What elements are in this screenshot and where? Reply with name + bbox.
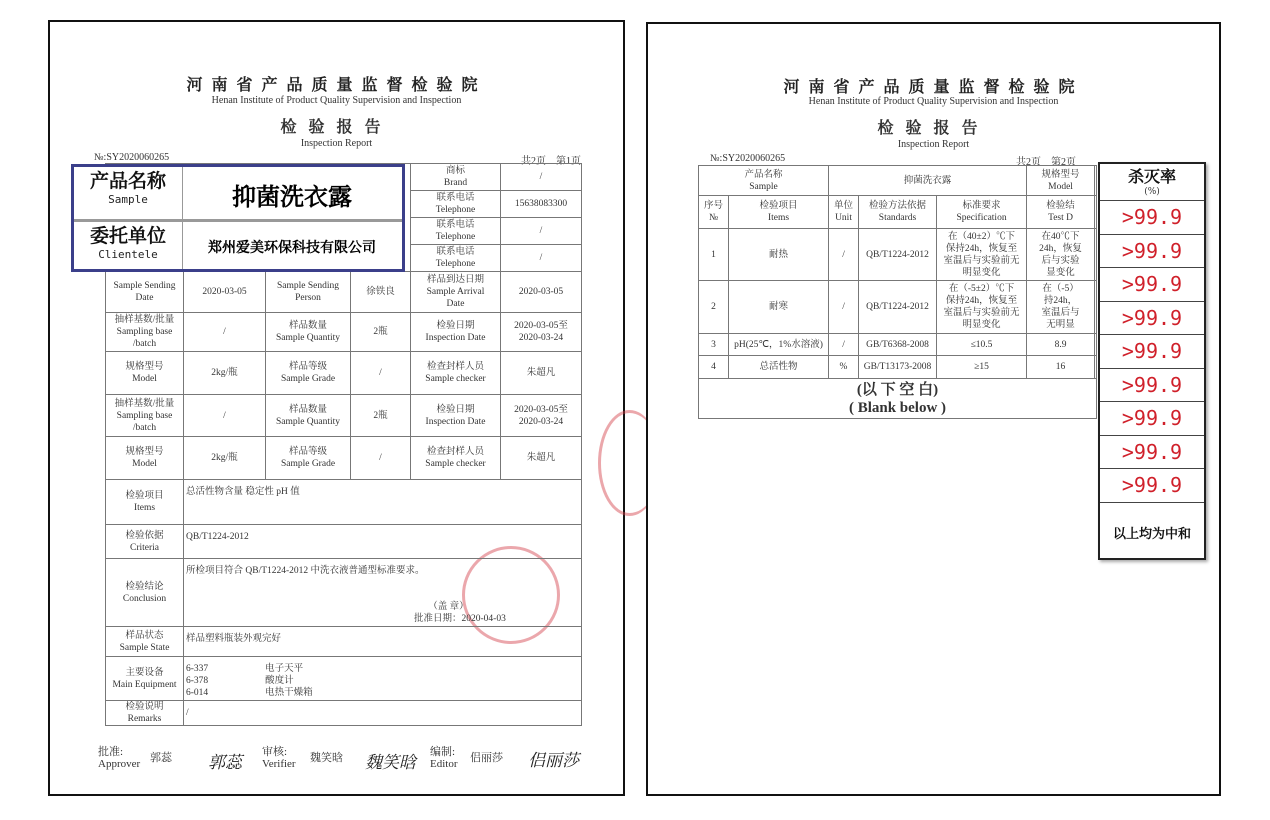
table-cell: / [184, 395, 266, 437]
table-row [106, 525, 582, 559]
kill-rate-value: >99.9 [1100, 469, 1204, 503]
report-title: 检验报告 [280, 117, 393, 136]
table-cell: 总活性物 [729, 356, 829, 379]
report-title-en: Inspection Report [300, 138, 373, 149]
table-cell: 检查封样人员 Sample checker [411, 352, 501, 395]
table-cell: 样品等级 Sample Grade [266, 437, 351, 480]
table-cell: 主要设备 Main Equipment [106, 657, 184, 701]
table-cell: 2020-03-05 [501, 272, 582, 313]
table-row [699, 281, 1097, 334]
client-label-en: Clientele [98, 248, 158, 261]
table-cell: 检验说明 Remarks [106, 701, 184, 726]
sample-label-en: Sample [108, 193, 148, 206]
table-cell: 检验项目 Items [729, 196, 829, 229]
table-cell: 规格型号 Model [106, 437, 184, 480]
table-cell: 2020-03-05 [184, 272, 266, 313]
table-cell: 产品名称 Sample [699, 166, 829, 196]
table-cell [1095, 166, 1097, 196]
table-cell: 样品等级 Sample Grade [266, 352, 351, 395]
table-cell: 15638083300 [501, 191, 582, 218]
table-cell: (以 下 空 白) ( Blank below ) [699, 379, 1097, 419]
table-cell: 徐铁良 [351, 272, 411, 313]
table-row [699, 166, 1097, 196]
report-number: №:SY2020060265 [94, 152, 170, 163]
table-cell: 2瓶 [351, 313, 411, 352]
table-cell: 检验依据 Criteria [106, 525, 184, 559]
table-cell: 联系电话 Telephone [411, 191, 501, 218]
sample-info-overlay [71, 164, 405, 272]
table-cell: 6-337 电子天平 6-378 酸度计 6-014 电热干燥箱 [184, 657, 582, 701]
kill-rate-overlay [1098, 162, 1206, 560]
kill-rate-unit: (%) [1144, 187, 1160, 197]
table-cell: 所检项目符合 QB/T1224-2012 中洗衣液普通型标准要求。 （盖 章） 批准日期：2020-04-03 [184, 559, 582, 627]
verifier-signature: 魏笑晗 [365, 753, 416, 773]
table-cell: / [351, 352, 411, 395]
table-row [106, 395, 582, 437]
table-cell [1095, 334, 1097, 356]
table-cell: 朱超凡 [501, 352, 582, 395]
table-cell: / [501, 245, 582, 272]
kill-rate-value: >99.9 [1100, 268, 1204, 302]
table-cell: 检查封样人员 Sample checker [411, 437, 501, 480]
table-cell: 2瓶 [351, 395, 411, 437]
report-title-en: Inspection Report [897, 139, 970, 150]
table-row [699, 379, 1097, 419]
table-row [106, 272, 582, 313]
table-row [106, 313, 582, 352]
table-cell: 检验日期 Inspection Date [411, 395, 501, 437]
table-cell: 8.9 [1027, 334, 1095, 356]
table-cell: 在（-5） 持24h， 室温后与 无明显 [1027, 281, 1095, 334]
table-cell: 1 [699, 229, 729, 281]
table-row [106, 657, 582, 701]
table-cell: QB/T1224-2012 [184, 525, 582, 559]
kill-rate-value: >99.9 [1100, 436, 1204, 470]
table-cell: 2kg/瓶 [184, 437, 266, 480]
kill-rate-value: >99.9 [1100, 369, 1204, 403]
table-cell: 在（40±2）℃下 保持24h，恢复至 室温后与实验前无 明显变化 [937, 229, 1027, 281]
table-cell: 4 [699, 356, 729, 379]
table-cell [1095, 281, 1097, 334]
sample-value: 抑菌洗衣露 [232, 183, 352, 211]
report-number: №:SY2020060265 [710, 153, 786, 164]
institute-name: 河南省产品质量监督检验院 [783, 77, 1084, 96]
report-title: 检验报告 [877, 118, 990, 137]
page-info: 共2页 第1页 [521, 156, 581, 167]
approver-name: 郭蕊 [150, 752, 172, 764]
table-cell: % [829, 356, 859, 379]
table-cell: ≤10.5 [937, 334, 1027, 356]
table-cell: / [829, 334, 859, 356]
kill-rate-value: >99.9 [1100, 335, 1204, 369]
table-cell: 标准要求 Specification [937, 196, 1027, 229]
table-cell: QB/T1224-2012 [859, 281, 937, 334]
verifier-name: 魏笑晗 [310, 752, 343, 764]
table-row [106, 627, 582, 657]
kill-rate-value: >99.9 [1100, 235, 1204, 269]
table-row [106, 352, 582, 395]
table-row [699, 356, 1097, 379]
table-cell: 序号 № [699, 196, 729, 229]
table-cell: 规格型号 Model [1027, 166, 1095, 196]
table-cell: 在（-5±2）℃下 保持24h，恢复至 室温后与实验前无 明显变化 [937, 281, 1027, 334]
table-row [699, 229, 1097, 281]
client-label: 委托单位 [89, 225, 166, 247]
table-cell: / [184, 313, 266, 352]
table-row [106, 437, 582, 480]
table-cell: / [829, 281, 859, 334]
table-cell: Sample Sending Date [106, 272, 184, 313]
table-row [106, 480, 582, 525]
kill-rate-footer: 以上均为中和 [1112, 526, 1191, 542]
table-cell: 检验方法依据 Standards [859, 196, 937, 229]
table-cell: 检验项目 Items [106, 480, 184, 525]
editor-label: 编制: Editor [430, 746, 458, 770]
institute-name-en: Henan Institute of Product Quality Supervision and Inspection [211, 95, 462, 106]
table-cell: 总活性物含量 稳定性 pH 值 [184, 480, 582, 525]
table-cell: 联系电话 Telephone [411, 245, 501, 272]
table-cell: 样品数量 Sample Quantity [266, 395, 351, 437]
table-cell: / [351, 437, 411, 480]
table-cell: 商标 Brand [411, 164, 501, 191]
table-cell: 规格型号 Model [106, 352, 184, 395]
approver-label: 批准: Approver [98, 746, 141, 770]
table-cell: 3 [699, 334, 729, 356]
table-cell: 样品数量 Sample Quantity [266, 313, 351, 352]
table-cell: / [829, 229, 859, 281]
table-row [699, 196, 1097, 229]
table-cell: / [501, 164, 582, 191]
editor-name: 侣丽莎 [470, 752, 503, 764]
table-cell: 16 [1027, 356, 1095, 379]
table-cell: 样品状态 Sample State [106, 627, 184, 657]
kill-rate-title: 杀灭率 [1127, 167, 1176, 186]
table-cell: pH(25℃，1%水溶液) [729, 334, 829, 356]
table-cell: 联系电话 Telephone [411, 218, 501, 245]
table-cell: 检验日期 Inspection Date [411, 313, 501, 352]
table-cell: 耐热 [729, 229, 829, 281]
table-cell [1095, 229, 1097, 281]
editor-signature: 侣丽莎 [528, 751, 579, 771]
table-cell: 检验结论 Conclusion [106, 559, 184, 627]
table-cell: 单位 Unit [829, 196, 859, 229]
table-cell: 样品塑料瓶装外观完好 [184, 627, 582, 657]
client-value: 郑州爱美环保科技有限公司 [208, 240, 376, 256]
approver-signature: 郭蕊 [208, 753, 242, 773]
verifier-label: 审核: Verifier [262, 746, 296, 770]
client-row [74, 222, 402, 269]
table-cell: / [501, 218, 582, 245]
kill-rate-value: >99.9 [1100, 201, 1204, 235]
institute-name-en: Henan Institute of Product Quality Supervision and Inspection [808, 96, 1059, 107]
table-cell: 朱超凡 [501, 437, 582, 480]
table-cell: GB/T13173-2008 [859, 356, 937, 379]
table-cell: 抽样基数/批量 Sampling base /batch [106, 395, 184, 437]
kill-rate-value: >99.9 [1100, 302, 1204, 336]
table-cell: 耐寒 [729, 281, 829, 334]
table-cell: 2020-03-05至 2020-03-24 [501, 313, 582, 352]
table-cell: 抑菌洗衣露 [829, 166, 1027, 196]
table-cell: 2020-03-05至 2020-03-24 [501, 395, 582, 437]
table-cell: GB/T6368-2008 [859, 334, 937, 356]
page-info: 共2页 第2页 [1016, 157, 1076, 168]
table-cell: 2kg/瓶 [184, 352, 266, 395]
table-cell: Sample Sending Person [266, 272, 351, 313]
table-row [106, 559, 582, 627]
table-cell: ≥15 [937, 356, 1027, 379]
table-cell: QB/T1224-2012 [859, 229, 937, 281]
institute-name: 河南省产品质量监督检验院 [186, 75, 487, 94]
table-cell: 抽样基数/批量 Sampling base /batch [106, 313, 184, 352]
table-row [699, 334, 1097, 356]
table-cell: / [184, 701, 582, 726]
table-cell: 样品到达日期 Sample Arrival Date [411, 272, 501, 313]
sample-label: 产品名称 [89, 170, 166, 192]
kill-rate-value: >99.9 [1100, 402, 1204, 436]
table-cell: 在40℃下 24h，恢复 后与实验 显变化 [1027, 229, 1095, 281]
table-cell: 检验结 Test D [1027, 196, 1095, 229]
table-cell [1095, 196, 1097, 229]
test-results-table [698, 165, 1097, 419]
table-row [106, 701, 582, 726]
sample-row [74, 167, 402, 222]
table-cell [1095, 356, 1097, 379]
table-cell: 2 [699, 281, 729, 334]
